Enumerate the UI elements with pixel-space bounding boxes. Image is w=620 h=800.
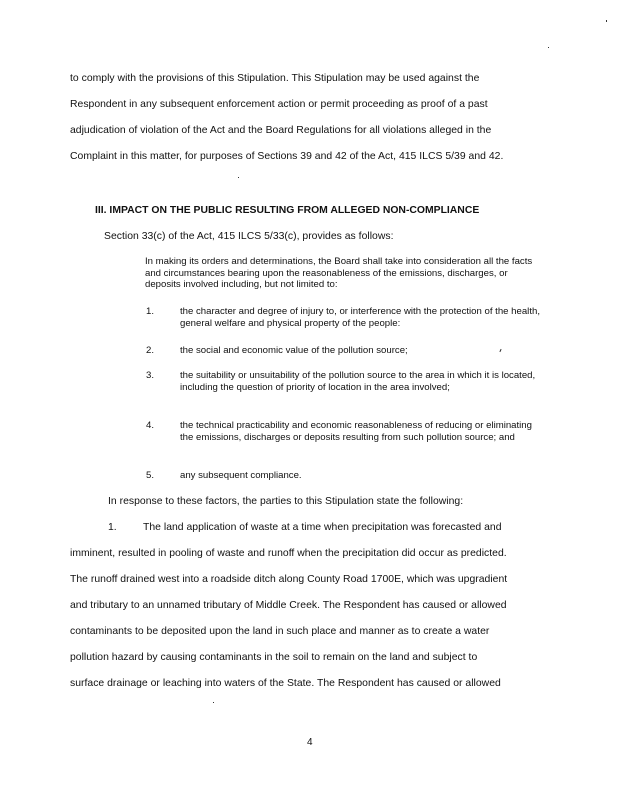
scan-speck [548, 47, 549, 48]
factor-text: the social and economic value of the pollution source; [180, 345, 408, 356]
scan-speck [213, 702, 214, 703]
response-line: imminent, resulted in pooling of waste and runoff when the precipitation did occur as predicted. [70, 548, 507, 559]
response-line: The runoff drained west into a roadside ditch along County Road 1700E, which was upgradient [70, 574, 508, 585]
factor-number: 2. [146, 345, 155, 356]
response-number: 1. [108, 522, 117, 533]
factor-number: 4. [146, 420, 155, 431]
factor-text: the suitability or unsuitability of the pollution source to the area in which it is located, including the question of priority of location in the area involved; [180, 370, 536, 393]
scan-speck [238, 177, 239, 178]
factor-text: the character and degree of injury to, or interference with the protection of the health, general welfare and physical property of the people: [180, 306, 540, 329]
paragraph-line: Complaint in this matter, for purposes of Sections 39 and 42 of the Act, 415 ILCS 5/39 and 42. [70, 151, 504, 162]
factor-text: any subsequent compliance. [180, 470, 302, 481]
response-line: pollution hazard by causing contaminants in the soil to remain on the land and subject to [70, 652, 478, 663]
paragraph-line: adjudication of violation of the Act and the Board Regulations for all violations alleged in the [70, 125, 492, 136]
response-first-line: The land application of waste at a time when precipitation was forecasted and [143, 522, 502, 533]
factor-text: the technical practicability and economic reasonableness of reducing or eliminating the emissions, discharges or deposits resulting from such pollution source; and [180, 420, 532, 443]
response-line: and tributary to an unnamed tributary of Middle Creek. The Respondent has caused or allowed [70, 600, 507, 611]
response-line: surface drainage or leaching into waters of the State. The Respondent has caused or allowed [70, 678, 501, 689]
page-number: 4 [307, 737, 313, 748]
factor-number: 3. [146, 370, 155, 381]
response-line: contaminants to be deposited upon the land in such place and manner as to create a water [70, 626, 490, 637]
factor-number: 5. [146, 470, 155, 481]
section-heading: III. IMPACT ON THE PUBLIC RESULTING FROM ALLEGED NON-COMPLIANCE [95, 205, 480, 216]
paragraph-line: Respondent in any subsequent enforcement action or permit proceeding as proof of a past [70, 99, 488, 110]
paragraph-line: to comply with the provisions of this Stipulation. This Stipulation may be used against the [70, 73, 480, 84]
section-intro: Section 33(c) of the Act, 415 ILCS 5/33(c), provides as follows: [104, 231, 394, 242]
factor-number: 1. [146, 306, 155, 317]
scan-speck [606, 20, 607, 22]
response-intro: In response to these factors, the parties to this Stipulation state the following: [108, 496, 464, 507]
quote-intro: In making its orders and determinations, the Board shall take into consideration all the facts and circumstances bearing upon the reasonableness of the emissions, discharges, or deposits involved including, but not limited to: [145, 256, 533, 290]
